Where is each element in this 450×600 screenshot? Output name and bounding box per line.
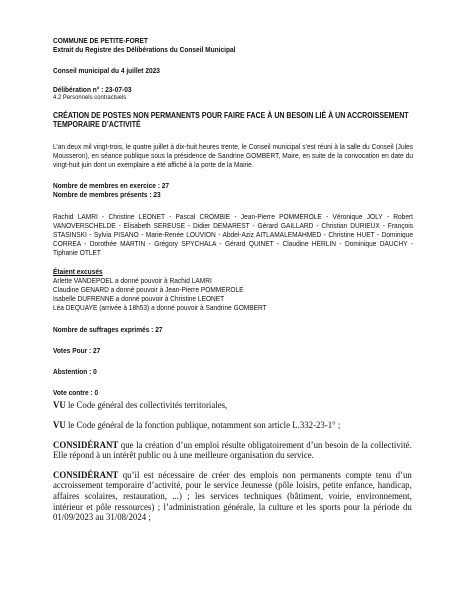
- votes-for: Votes Pour : 27: [53, 345, 101, 355]
- present-members-list: Rachid LAMRI - Christine LEONET - Pascal CROMBIE - Jean-Pierre POMMEROLE - Véronique JOLY - Robert VANOVERSCHELDE - Elisabeth SEREUSE - Didier DEMAREST - Gérard GAILLARD - Christian DURIEUX - François STASINSKI - Sylvia PISANO - Marie-Renée LOUVION - Abdel-Aziz AITLAMALEMAHMED - Christine HUET - Dominique CORREA - Dorothée MARTIN - Grégory SPYCHALA - Gérard QUINET - Claudine HERLIN - Dominique DAUCHY - Tiphanie OTLET: [53, 211, 413, 258]
- excused-heading: Étaient excusés: [53, 266, 103, 276]
- deliberation-number: Délibération n° : 23-07-03: [53, 84, 132, 94]
- meeting-title: Conseil municipal du 4 juillet 2023: [53, 66, 160, 76]
- excused-item: Léa DEQUAYE (arrivée à 18h53) a donné pouvoir à Sandrine GOMBERT: [53, 303, 267, 313]
- register-extract: Extrait du Registre des Délibérations du Conseil Municipal: [53, 45, 236, 55]
- consideration-item: VU le Code général de la fonction publique, notamment son article L.332-23-1° ;: [53, 420, 341, 432]
- votes-abstention: Abstention : 0: [53, 367, 97, 377]
- excused-item: Isabelle DUFRENNE a donné pouvoir à Christine LEONET: [53, 294, 225, 304]
- excused-item: Arlette VANDEPOEL a donné pouvoir à Rachid LAMRI: [53, 275, 212, 285]
- commune-name: COMMUNE DE PETITE-FORET: [53, 36, 148, 45]
- excused-item: Claudine GENARD a donné pouvoir à Jean-Pierre POMMEROLE: [53, 285, 244, 295]
- consideration-item: CONSIDÉRANT que la création d’un emploi résulte obligatoirement d’un besoin de la collectivité. Elle répond à un intérêt public ou à une meilleure organisation du service.: [53, 439, 412, 462]
- deliberation-subject: CRÉATION DE POSTES NON PERMANENTS POUR FAIRE FACE À UN BESOIN LIÉ À UN ACCROISSEMENT TEMPORAIRE D’ACTIVITÉ: [53, 110, 409, 130]
- deliberation-category: 4.2 Personnels contractuels: [53, 93, 127, 101]
- members-present: Nombre de membres présents : 23: [53, 190, 161, 200]
- votes-against: Vote contre : 0: [53, 388, 99, 398]
- members-in-exercise: Nombre de membres en exercice : 27: [53, 181, 170, 191]
- intro-paragraph: L’an deux mil vingt-trois, le quatre juillet à dix-huit heures trente, le Conseil municipal s’est réuni à la salle du Conseil (Jules Mousseron), en séance publique sous la présidence de Sandrine GOMBERT, Maire, en suite de la convocation en date du vingt-huit juin dont un exemplaire a été affiché à la porte de la Mairie.: [53, 141, 413, 170]
- consideration-item: CONSIDÉRANT qu’il est nécessaire de créer des emplois non permanents compte tenu d’un accroissement temporaire d’activité, pour le service Jeunesse (pôle loisirs, petite enfance, handicap, affaires scolaires, restauration, ...) ; les services techniques (bâtiment, voirie, environnement, intérieur et pôle ressources) ; l’administration générale, la culture et les sports pour la période du 01/09/2023 au 31/08/2024 ;: [53, 469, 412, 524]
- consideration-item: VU le Code général des collectivités territoriales,: [53, 400, 228, 412]
- votes-expressed: Nombre de suffrages exprimés : 27: [53, 324, 163, 334]
